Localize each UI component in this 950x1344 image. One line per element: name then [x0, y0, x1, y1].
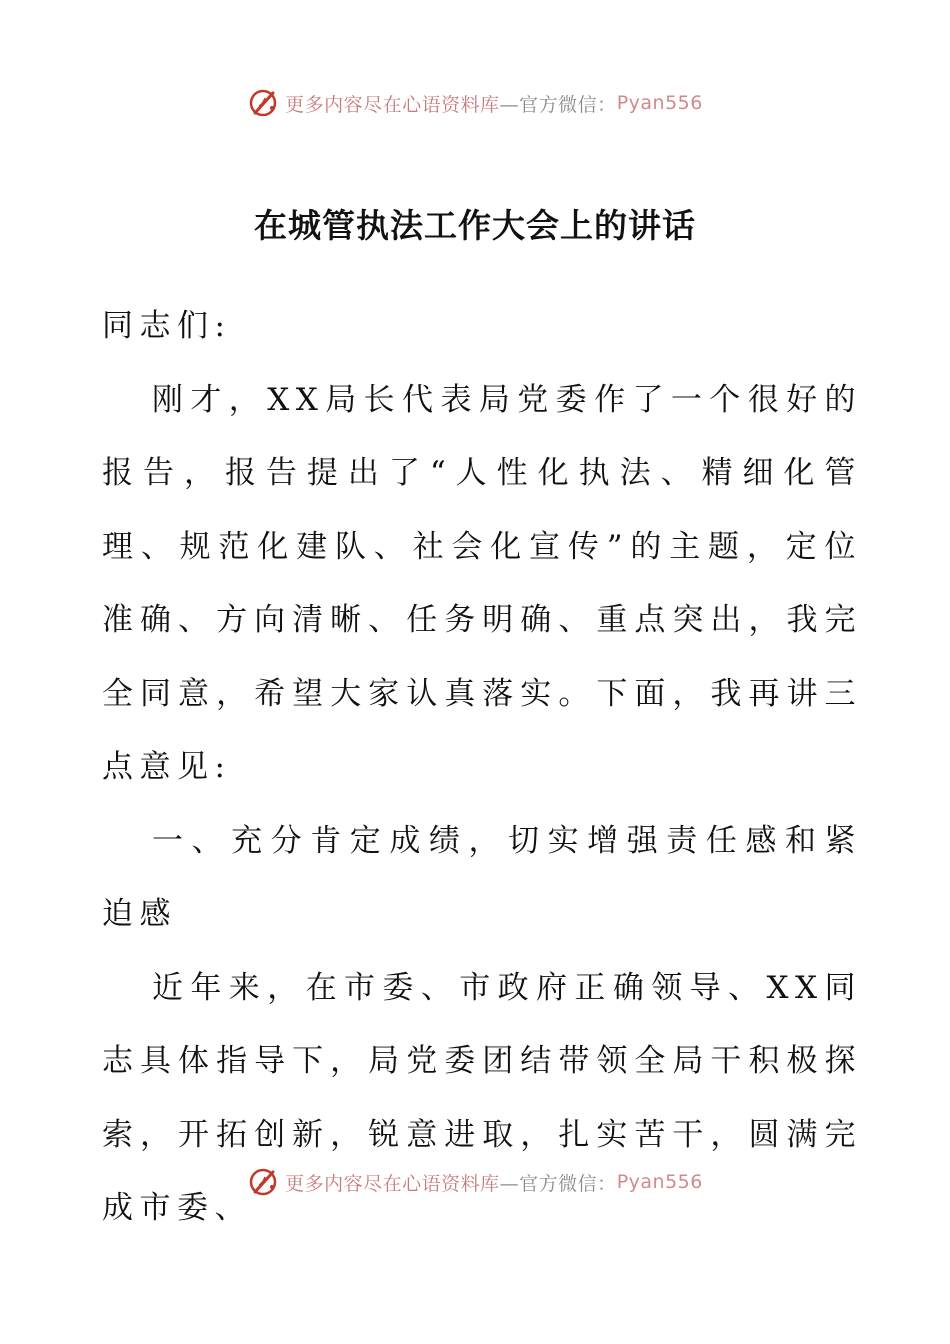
greeting-line: 同志们: [102, 308, 232, 344]
banner-text: 更多内容尽在心语资料库 [285, 1172, 500, 1195]
banner-suffix: —官方微信： [499, 93, 617, 116]
document-body [102, 290, 862, 1246]
section-heading-1: 一、充分肯定成绩，切实增强责任感和紧迫感 [102, 822, 862, 932]
banner-wechat-id: Pyan556 [616, 92, 703, 114]
paragraph-achievements: 近年来，在市委、市政府正确领导、XX同志具体指导下，局党委团结带领全局干积极探索，开拓创新，锐意进取，扎实苦干，圆满完成市委、 [102, 969, 862, 1226]
pen-logo-icon [247, 86, 281, 120]
footer-watermark-banner [0, 1165, 950, 1199]
banner-wechat-id: Pyan556 [616, 1171, 703, 1193]
banner-suffix: —官方微信： [499, 1172, 617, 1195]
banner-text: 更多内容尽在心语资料库 [285, 93, 500, 116]
header-watermark-banner [0, 86, 950, 120]
paragraph-intro: 刚才，XX局长代表局党委作了一个很好的报告，报告提出了“人性化执法、精细化管理、规范化建队、社会化宣传”的主题，定位准确、方向清晰、任务明确、重点突出，我完全同意，希望大家认真落实。下面，我再讲三点意见: [102, 381, 862, 785]
pen-logo-icon [247, 1165, 281, 1199]
document-title: 在城管执法工作大会上的讲话 [254, 206, 696, 245]
